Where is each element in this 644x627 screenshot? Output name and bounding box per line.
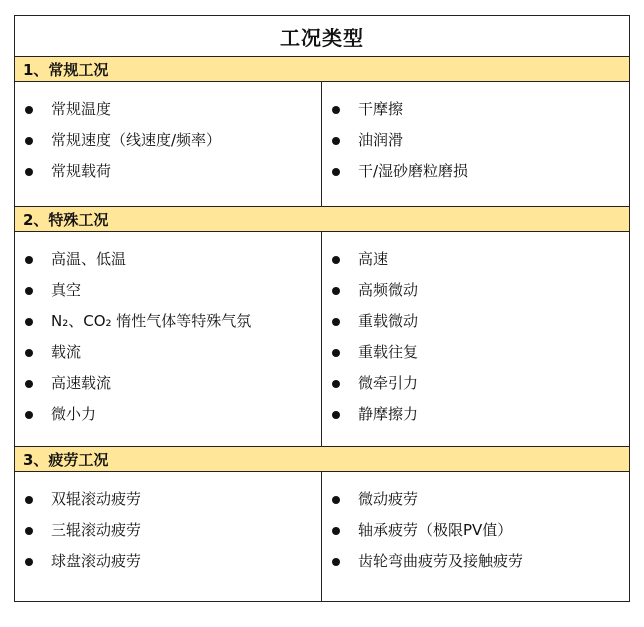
list-item: 静摩擦力 [332,399,629,430]
bullet-icon [25,106,33,114]
bullet-icon [332,137,340,145]
right-column [322,472,629,601]
bullet-icon [332,496,340,504]
bullet-icon [25,496,33,504]
section-header-regular: 1、常规工况 [15,57,629,82]
list-item: 三辊滚动疲劳 [25,515,321,546]
bullet-icon [332,558,340,566]
list-item: 高速载流 [25,368,321,399]
bullet-icon [25,558,33,566]
list-item: 微动疲劳 [332,484,629,515]
bullet-icon [332,168,340,176]
list-item: 载流 [25,337,321,368]
left-column [15,232,322,446]
left-column [15,82,322,206]
bullet-icon [25,168,33,176]
bullet-icon [332,349,340,357]
list-item: 微牵引力 [332,368,629,399]
list-item: 双辊滚动疲劳 [25,484,321,515]
right-column [322,232,629,446]
table-title: 工况类型 [15,16,629,57]
list-item: 高频微动 [332,275,629,306]
list-item: 齿轮弯曲疲劳及接触疲劳 [332,546,629,577]
list-item: 重载往复 [332,337,629,368]
list-item: 高速 [332,244,629,275]
bullet-icon [25,256,33,264]
list-item: 干/湿砂磨粒磨损 [332,156,629,187]
bullet-icon [332,318,340,326]
bullet-icon [332,411,340,419]
list-item: 油润滑 [332,125,629,156]
bullet-icon [25,349,33,357]
list-item: 干摩擦 [332,94,629,125]
bullet-icon [332,106,340,114]
section-body-regular [15,82,629,207]
bullet-icon [332,380,340,388]
list-item: 轴承疲劳（极限PV值） [332,515,629,546]
section-body-fatigue [15,472,629,601]
bullet-icon [332,527,340,535]
list-item: 常规载荷 [25,156,321,187]
bullet-icon [25,527,33,535]
conditions-table [14,15,630,602]
bullet-icon [25,380,33,388]
section-body-special [15,232,629,447]
left-column [15,472,322,601]
bullet-icon [332,287,340,295]
list-item: N₂、CO₂ 惰性气体等特殊气氛 [25,306,321,337]
bullet-icon [25,318,33,326]
list-item: 常规速度（线速度/频率） [25,125,321,156]
list-item: 重载微动 [332,306,629,337]
right-column [322,82,629,206]
section-header-fatigue: 3、疲劳工况 [15,447,629,472]
bullet-icon [332,256,340,264]
list-item: 微小力 [25,399,321,430]
list-item: 球盘滚动疲劳 [25,546,321,577]
bullet-icon [25,137,33,145]
list-item: 常规温度 [25,94,321,125]
bullet-icon [25,411,33,419]
list-item: 真空 [25,275,321,306]
bullet-icon [25,287,33,295]
list-item: 高温、低温 [25,244,321,275]
section-header-special: 2、特殊工况 [15,207,629,232]
